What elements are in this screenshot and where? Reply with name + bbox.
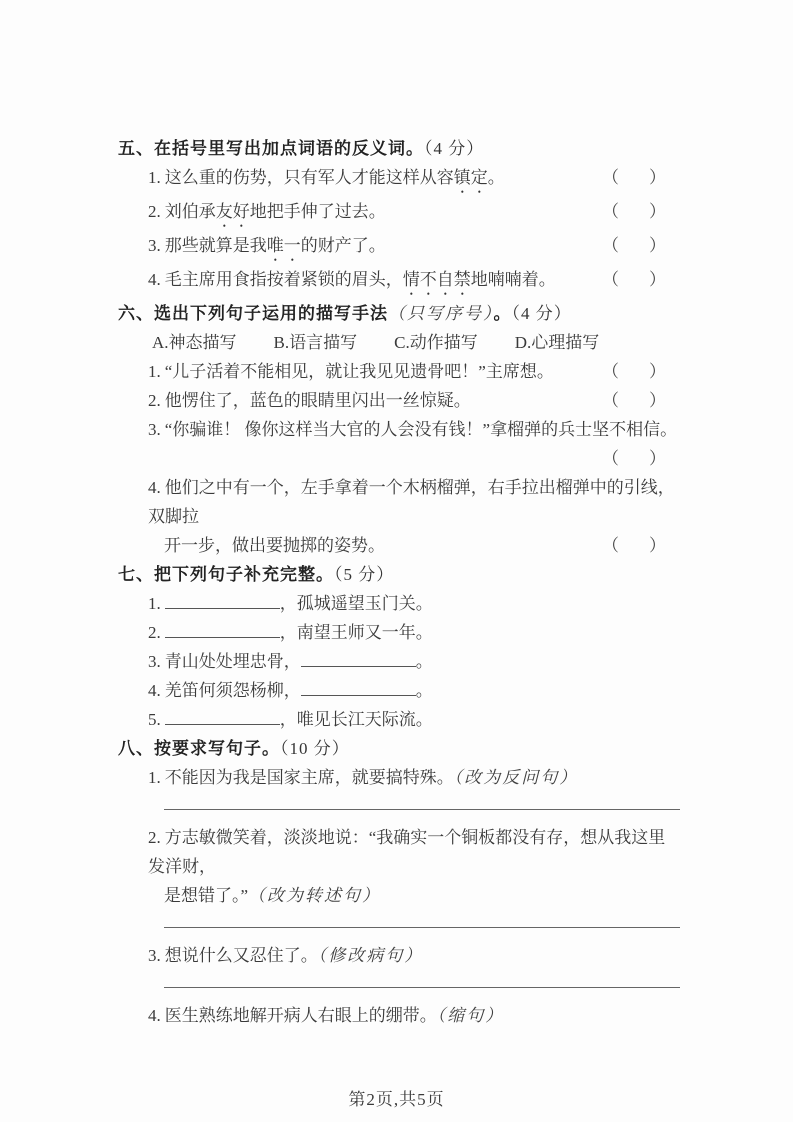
question-text	[148, 197, 602, 231]
item-number: 4.	[148, 681, 161, 700]
question-text	[148, 589, 680, 618]
question-text	[148, 763, 680, 792]
sentence: 想说什么又忍住了。	[164, 946, 318, 965]
section5-points: （4 分）	[424, 139, 485, 158]
question-text	[148, 357, 602, 386]
sentence: 不能因为我是国家主席，就要搞特殊。	[164, 768, 454, 787]
paren-open: （	[602, 449, 619, 468]
option-c: C.动作描写	[394, 333, 478, 352]
rewrite-instruction: （改为反问句）	[453, 768, 579, 787]
question-item	[148, 589, 680, 618]
item-number: 4.	[148, 1006, 161, 1025]
item-number: 1.	[148, 594, 161, 613]
question-item	[148, 473, 680, 531]
answer-blank	[165, 591, 280, 609]
sentence-pre: 毛主席用食指按着紧锁的眉头，	[164, 270, 403, 289]
dotted-word: 情不自禁	[402, 270, 471, 289]
paren-open: （	[602, 391, 619, 410]
paren-open: （	[602, 168, 619, 187]
item-number: 3.	[148, 420, 161, 439]
item-number: 3.	[148, 236, 161, 255]
question-item	[148, 1001, 680, 1030]
section8-heading-row	[118, 734, 680, 763]
item-number: 2.	[148, 623, 161, 642]
option-list	[152, 328, 680, 357]
question-item-continuation	[164, 881, 680, 910]
sentence-pre: 那些就算是我	[164, 236, 267, 255]
verse-text: ，孤城遥望玉门关。	[279, 594, 433, 613]
section5-heading-row	[118, 134, 680, 163]
paren-close: ）	[649, 202, 666, 221]
question-item	[148, 941, 680, 970]
verse-text: 青山处处埋忠骨，	[164, 652, 301, 671]
answer-paren	[602, 231, 680, 265]
question-text	[148, 265, 602, 299]
section6-points: （4 分）	[511, 304, 572, 323]
item-number: 4.	[148, 478, 161, 497]
verse-text: ，唯见长江天际流。	[279, 710, 433, 729]
paren-close: ）	[649, 449, 666, 468]
answer-blank	[301, 678, 416, 696]
item-number: 2.	[148, 828, 161, 847]
question-text	[148, 386, 602, 415]
sentence-pre: 这么重的伤势，只有军人才能这样从容	[164, 168, 454, 187]
section7-heading-row	[118, 560, 680, 589]
section6-heading-row	[118, 299, 680, 328]
answer-paren	[602, 444, 680, 473]
sentence: 他愣住了，蓝色的眼睛里闪出一丝惊疑。	[164, 391, 471, 410]
verse-text: ，南望王师又一年。	[279, 623, 433, 642]
question-item	[148, 763, 680, 792]
question-item	[148, 647, 680, 676]
paren-open: （	[602, 362, 619, 381]
question-item	[148, 705, 680, 734]
sentence-line1: 他们之中有一个，左手拿着一个木柄榴弹，右手拉出榴弹中的引线，双脚拉	[148, 478, 675, 526]
answer-paren	[602, 163, 680, 197]
question-item-continuation	[164, 531, 680, 560]
rewrite-instruction: （缩句）	[436, 1006, 505, 1025]
question-item	[148, 823, 680, 881]
section6-heading-period: 。	[493, 304, 512, 323]
page-number-footer: 第2页,共5页	[348, 1090, 445, 1109]
question-item	[148, 676, 680, 705]
section6-heading-note: （只写序号）	[388, 304, 494, 323]
question-text	[148, 941, 680, 970]
rewrite-instruction: （改为转述句）	[248, 886, 382, 905]
paren-close: ）	[649, 236, 666, 255]
item-number: 1.	[148, 168, 161, 187]
answer-paren	[602, 531, 680, 560]
question-text	[148, 1001, 680, 1030]
question-item	[148, 163, 680, 197]
paren-open: （	[602, 236, 619, 255]
answer-blank	[301, 649, 416, 667]
answer-line	[164, 927, 680, 928]
question-item	[148, 265, 680, 299]
paren-close: ）	[649, 168, 666, 187]
question-text	[148, 705, 680, 734]
item-number: 1.	[148, 768, 161, 787]
answer-line	[164, 809, 680, 810]
paren-close: ）	[649, 362, 666, 381]
section8-heading: 八、按要求写句子。	[118, 739, 280, 758]
question-item	[148, 357, 680, 386]
answer-line	[164, 987, 680, 988]
section5-heading: 五、在括号里写出加点词语的反义词。	[118, 139, 424, 158]
sentence: 医生熟练地解开病人右眼上的绷带。	[164, 1006, 437, 1025]
section6-heading: 六、选出下列句子运用的描写手法	[118, 304, 388, 323]
answer-blank	[165, 620, 280, 638]
option-d: D.心理描写	[514, 333, 600, 352]
paren-close: ）	[649, 391, 666, 410]
sentence-line2: 开一步，做出要抛掷的姿势。	[164, 536, 385, 555]
sentence-line2: 是想错了。”	[164, 886, 249, 905]
item-number: 3.	[148, 946, 161, 965]
item-number: 2.	[148, 391, 161, 410]
section7-heading: 七、把下列句子补充完整。	[118, 565, 334, 584]
paren-close: ）	[649, 536, 666, 555]
answer-paren	[602, 357, 680, 386]
question-item	[148, 415, 680, 444]
question-text	[148, 473, 680, 531]
question-text	[148, 618, 680, 647]
item-number: 3.	[148, 652, 161, 671]
item-number: 5.	[148, 710, 161, 729]
question-text	[148, 647, 680, 676]
answer-paren	[602, 386, 680, 415]
answer-blank	[165, 707, 280, 725]
question-item	[148, 618, 680, 647]
sentence-post: 。	[487, 168, 505, 187]
paren-open: （	[602, 202, 619, 221]
question-text	[148, 676, 680, 705]
sentence: “儿子活着不能相见，就让我见见遗骨吧！”主席想。	[164, 362, 554, 381]
question-text	[148, 823, 680, 881]
question-item	[148, 197, 680, 231]
verse-end: 。	[415, 681, 433, 700]
option-b: B.语言描写	[273, 333, 358, 352]
sentence-post: 地把手伸了过去。	[249, 202, 386, 221]
question-text	[148, 231, 602, 265]
question-item	[148, 386, 680, 415]
paren-close: ）	[649, 270, 666, 289]
dotted-word: 友好	[215, 202, 250, 221]
question-text	[148, 163, 602, 197]
sentence-line1: 方志敏微笑着，淡淡地说：“我确实一个铜板都没有存，想从我这里发洋财，	[148, 828, 666, 876]
sentence-post: 的财产了。	[300, 236, 386, 255]
dotted-word: 镇定	[453, 168, 488, 187]
rewrite-instruction: （修改病句）	[317, 946, 424, 965]
answer-paren	[602, 197, 680, 231]
page-content	[118, 134, 680, 1030]
section7-points: （5 分）	[334, 565, 395, 584]
sentence: “你骗谁！ 像你这样当大官的人会没有钱！”拿榴弹的兵士坚不相信。	[164, 420, 678, 439]
verse-text: 羌笛何须怨杨柳，	[164, 681, 301, 700]
question-item	[148, 231, 680, 265]
answer-paren	[602, 265, 680, 299]
item-number: 2.	[148, 202, 161, 221]
item-number: 4.	[148, 270, 161, 289]
option-a: A.神态描写	[152, 333, 237, 352]
question-text	[148, 415, 680, 444]
item-number: 1.	[148, 362, 161, 381]
dotted-word: 唯一	[266, 236, 301, 255]
paren-open: （	[602, 270, 619, 289]
sentence-post: 地喃喃着。	[470, 270, 556, 289]
sentence-pre: 刘伯承	[164, 202, 216, 221]
answer-paren-row	[148, 444, 680, 473]
paren-open: （	[602, 536, 619, 555]
section8-points: （10 分）	[280, 739, 350, 758]
verse-end: 。	[415, 652, 433, 671]
